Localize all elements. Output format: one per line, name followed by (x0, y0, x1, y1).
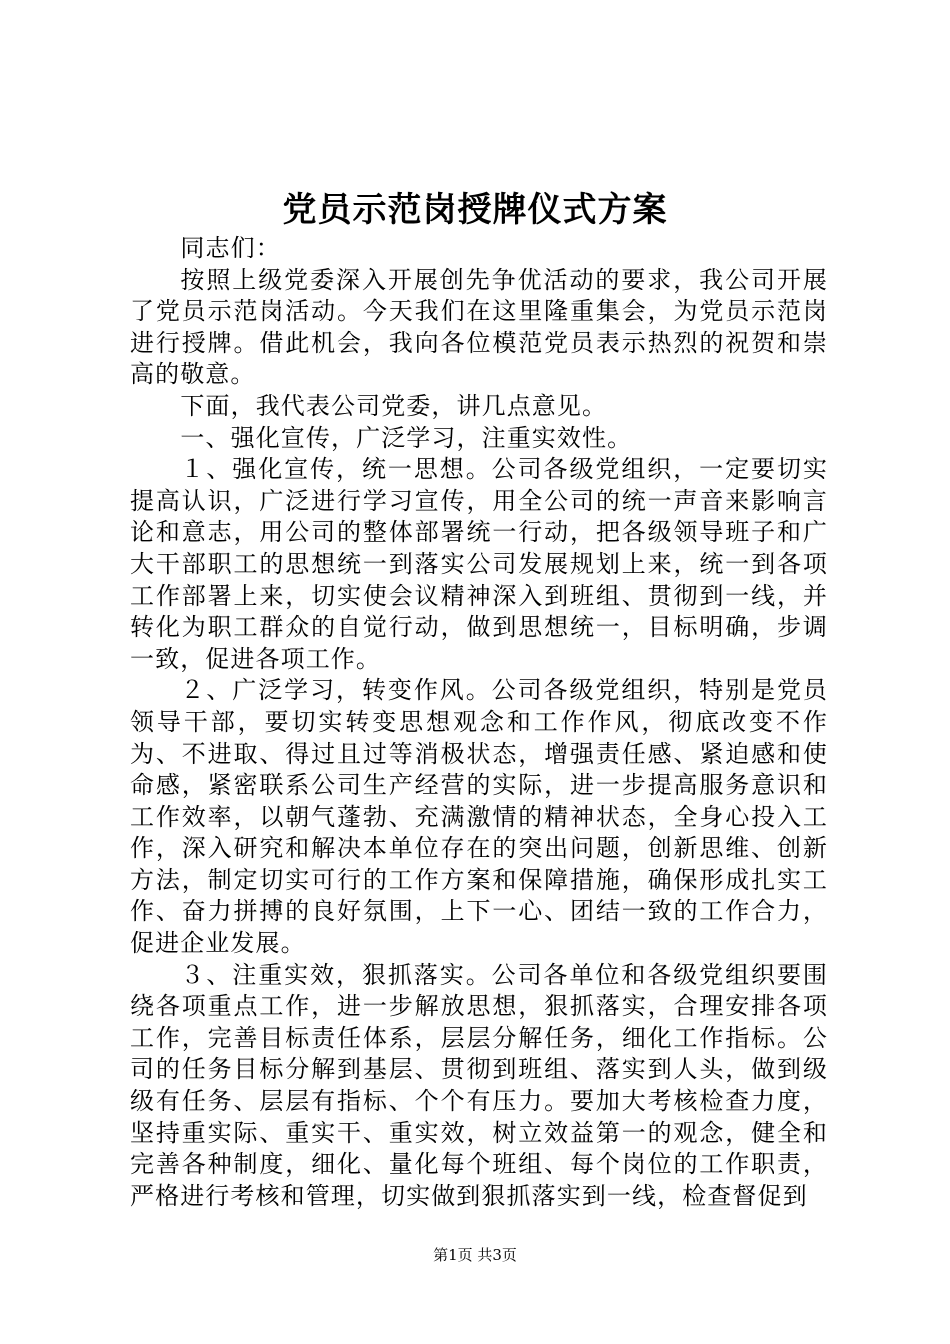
document-body (130, 233, 828, 1212)
paragraph-point-1: １、强化宣传，统一思想。公司各级党组织，一定要切实提高认识，广泛进行学习宣传，用全公司的统一声音来影响言论和意志，用公司的整体部署统一行动，把各级领导班子和广大干部职工的思想统一到落实公司发展规划上来，统一到各项工作部署上来，切实使会议精神深入到班组、贯彻到一线，并转化为职工群众的自觉行动，做到思想统一，目标明确，步调一致，促进各项工作。 (130, 455, 828, 673)
paragraph-point-2: ２、广泛学习，转变作风。公司各级党组织，特别是党员领导干部，要切实转变思想观念和工作作风，彻底改变不作为、不进取、得过且过等消极状态，增强责任感、紧迫感和使命感，紧密联系公司生产经营的实际，进一步提高服务意识和工作效率，以朝气蓬勃、充满激情的精神状态，全身心投入工作，深入研究和解决本单位存在的突出问题，创新思维、创新方法，制定切实可行的工作方案和保障措施，确保形成扎实工作、奋力拼搏的良好氛围，上下一心、团结一致的工作合力，促进企业发展。 (130, 676, 828, 958)
section-heading-1: 一、强化宣传，广泛学习，注重实效性。 (180, 423, 633, 452)
paragraph-transition: 下面，我代表公司党委，讲几点意见。 (180, 391, 608, 420)
paragraph-intro: 按照上级党委深入开展创先争优活动的要求，我公司开展了党员示范岗活动。今天我们在这里隆重集会，为党员示范岗进行授牌。借此机会，我向各位模范党员表示热烈的祝贺和崇高的敬意。 (130, 265, 828, 389)
paragraph-point-3: ３、注重实效，狠抓落实。公司各单位和各级党组织要围绕各项重点工作，进一步解放思想，狠抓落实，合理安排各项工作，完善目标责任体系，层层分解任务，细化工作指标。公司的任务目标分解到基层、贯彻到班组、落实到人头，做到级级有任务、层层有指标、个个有压力。要加大考核检查力度，坚持重实际、重实干、重实效，树立效益第一的观念，健全和完善各种制度，细化、量化每个班组、每个岗位的工作职责，严格进行考核和管理，切实做到狠抓落实到一线，检查督促到 (130, 960, 828, 1210)
salutation: 同志们： (180, 234, 281, 262)
document-title: 党员示范岗授牌仪式方案 (282, 190, 668, 230)
page-number-footer: 第1页 共3页 (433, 1246, 517, 1264)
